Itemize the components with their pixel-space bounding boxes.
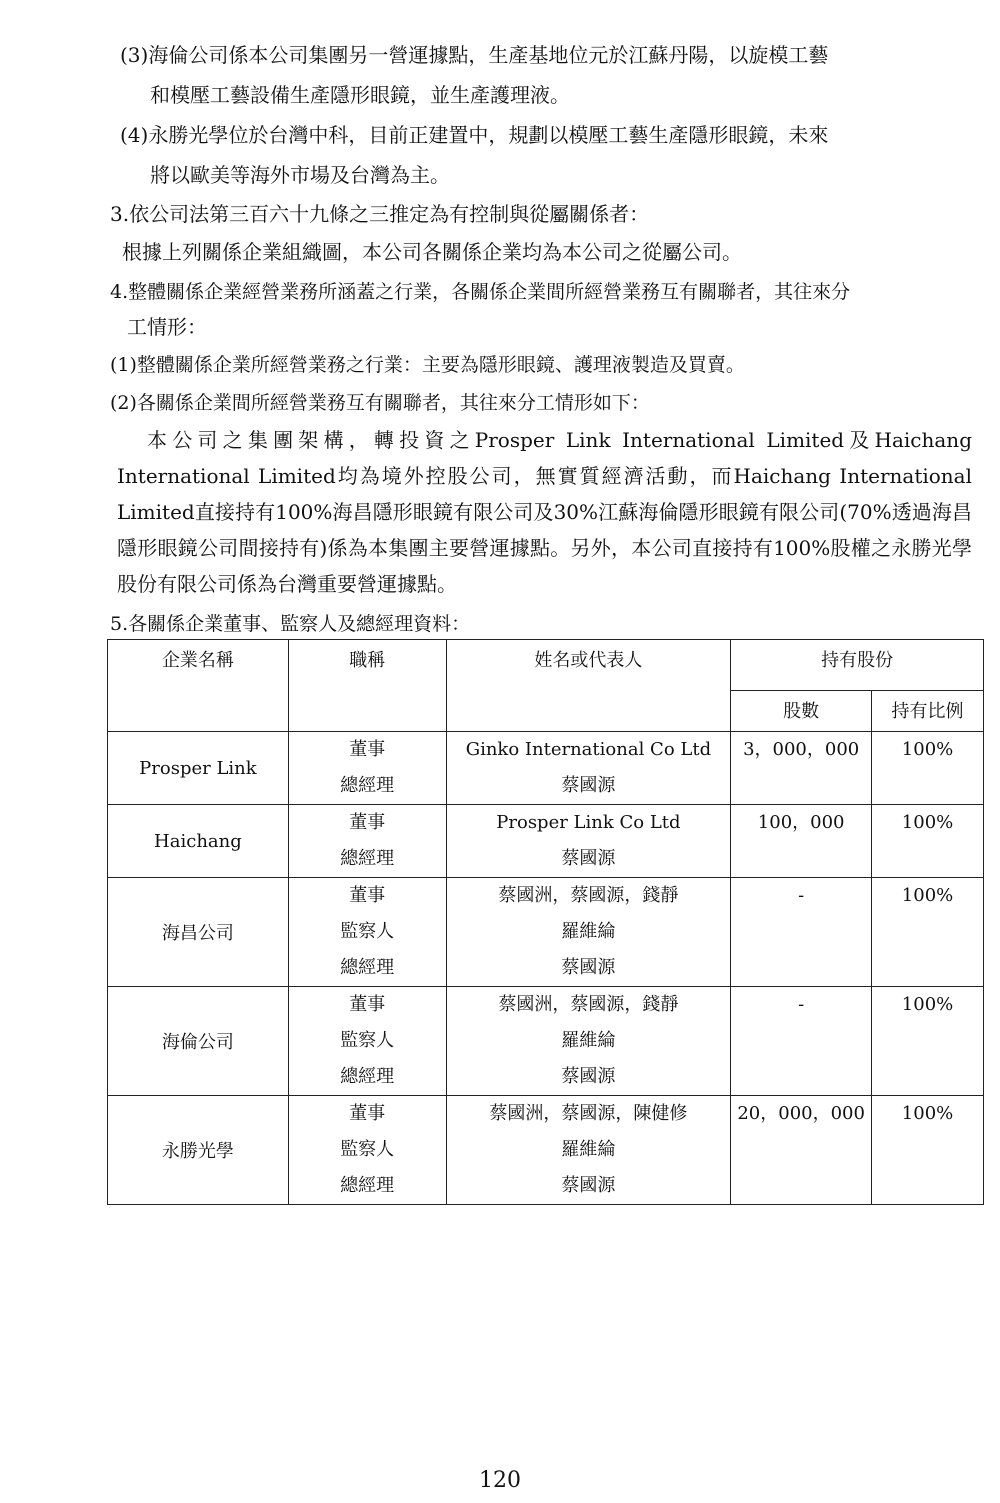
title-entry: 董事: [349, 885, 386, 906]
company-cell: 永勝光學: [108, 1096, 289, 1205]
name-entry: Prosper Link Co Ltd: [496, 812, 681, 833]
ratio-value: 100%: [901, 1103, 954, 1124]
title-cell: [288, 732, 446, 805]
company-cell: Prosper Link: [108, 732, 289, 805]
title-cell: [288, 1096, 446, 1205]
section-5-title: 5.各關係企業董事、監察人及總經理資料：: [110, 613, 471, 635]
title-cell: [288, 878, 446, 987]
text-line-4: 將以歐美等海外市場及台灣為主。: [150, 163, 450, 187]
title-entry: 監察人: [340, 921, 395, 942]
table-row: [108, 878, 984, 987]
shares-cell: [731, 878, 872, 987]
shares-value: 20，000，000: [737, 1103, 865, 1124]
text-line-7: 4.整體關係企業經營業務所涵蓋之行業，各關係企業間所經營業務互有關聯者，其往來分: [110, 281, 851, 303]
shares-cell: [731, 1096, 872, 1205]
text-line-9: (1)整體關係企業所經營業務之行業：主要為隱形眼鏡、護理液製造及買賣。: [110, 354, 745, 376]
name-entry: 蔡國洲，蔡國源，錢靜: [498, 885, 679, 906]
title-entry: 監察人: [340, 1030, 395, 1051]
table-row: [108, 987, 984, 1096]
header-shares: 股數: [731, 691, 872, 732]
page-number: 120: [479, 1468, 521, 1493]
ratio-cell: [872, 805, 984, 878]
shares-value: 100，000: [757, 812, 845, 833]
name-entry: 羅維綸: [561, 921, 616, 942]
paragraph-text: 本公司之集團架構，轉投資之Prosper Link International Limited及Haichang International Limited均為境外控股公司，無實質經濟活動，而Haichang International Limited直接持有100%海昌隱形眼鏡有限公司及30%江蘇海倫隱形眼鏡有限公司(70%透過海昌隱形眼鏡公司間接持有)係為本集團主要營運據點。另外，本公司直接持有100%股權之永勝光學股份有限公司係為台灣重要營運據點。: [117, 428, 972, 596]
ratio-cell: [872, 732, 984, 805]
company-cell: 海倫公司: [108, 987, 289, 1096]
header-holding: 持有股份: [731, 640, 984, 691]
ratio-value: 100%: [901, 812, 954, 833]
ratio-value: 100%: [901, 994, 954, 1015]
title-entry: 總經理: [340, 1175, 395, 1196]
name-entry: 蔡國源: [561, 848, 616, 869]
group-structure-paragraph: [117, 422, 972, 602]
table-row: [108, 1096, 984, 1205]
shares-cell: [731, 805, 872, 878]
title-entry: 董事: [349, 1103, 386, 1124]
table-row: [108, 805, 984, 878]
name-entry: 蔡國源: [561, 1066, 616, 1087]
text-line-5: 3.依公司法第三百六十九條之三推定為有控制與從屬關係者：: [110, 202, 650, 226]
text-line-2: 和模壓工藝設備生產隱形眼鏡，並生產護理液。: [150, 83, 570, 107]
affiliate-officers-table: [107, 639, 984, 1205]
title-entry: 總經理: [340, 848, 395, 869]
name-entry: 蔡國源: [561, 1175, 616, 1196]
title-entry: 總經理: [340, 775, 395, 796]
text-line-6: 根據上列關係企業組織圖，本公司各關係企業均為本公司之從屬公司。: [122, 240, 742, 264]
text-line-1: (3)海倫公司係本公司集團另一營運據點，生產基地位元於江蘇丹陽，以旋模工藝: [120, 43, 829, 67]
header-company: 企業名稱: [108, 640, 289, 732]
name-cell: [446, 805, 731, 878]
text-line-8: 工情形：: [127, 315, 207, 339]
name-entry: 蔡國洲，蔡國源，陳健修: [489, 1103, 688, 1124]
name-entry: 羅維綸: [561, 1030, 616, 1051]
name-cell: [446, 1096, 731, 1205]
shares-cell: [731, 732, 872, 805]
ratio-value: 100%: [901, 885, 954, 906]
title-cell: [288, 987, 446, 1096]
header-ratio: 持有比例: [872, 691, 984, 732]
name-cell: [446, 732, 731, 805]
ratio-cell: [872, 1096, 984, 1205]
title-entry: 總經理: [340, 1066, 395, 1087]
shares-value: 3，000，000: [743, 739, 860, 760]
shares-value: -: [798, 885, 805, 906]
name-cell: [446, 987, 731, 1096]
name-entry: 蔡國源: [561, 957, 616, 978]
shares-cell: [731, 987, 872, 1096]
table-row: [108, 732, 984, 805]
text-line-3: (4)永勝光學位於台灣中科，目前正建置中，規劃以模壓工藝生產隱形眼鏡，未來: [120, 123, 829, 147]
ratio-cell: [872, 987, 984, 1096]
name-cell: [446, 878, 731, 987]
name-entry: Ginko International Co Ltd: [465, 739, 712, 760]
title-entry: 總經理: [340, 957, 395, 978]
ratio-value: 100%: [901, 739, 954, 760]
title-entry: 董事: [349, 994, 386, 1015]
company-cell: Haichang: [108, 805, 289, 878]
header-title: 職稱: [288, 640, 446, 732]
text-line-10: (2)各關係企業間所經營業務互有關聯者，其往來分工情形如下：: [110, 392, 650, 414]
title-entry: 監察人: [340, 1139, 395, 1160]
header-name: 姓名或代表人: [446, 640, 731, 732]
name-entry: 羅維綸: [561, 1139, 616, 1160]
title-entry: 董事: [349, 812, 386, 833]
title-cell: [288, 805, 446, 878]
name-entry: 蔡國洲，蔡國源，錢靜: [498, 994, 679, 1015]
title-entry: 董事: [349, 739, 386, 760]
company-cell: 海昌公司: [108, 878, 289, 987]
name-entry: 蔡國源: [561, 775, 616, 796]
ratio-cell: [872, 878, 984, 987]
shares-value: -: [798, 994, 805, 1015]
